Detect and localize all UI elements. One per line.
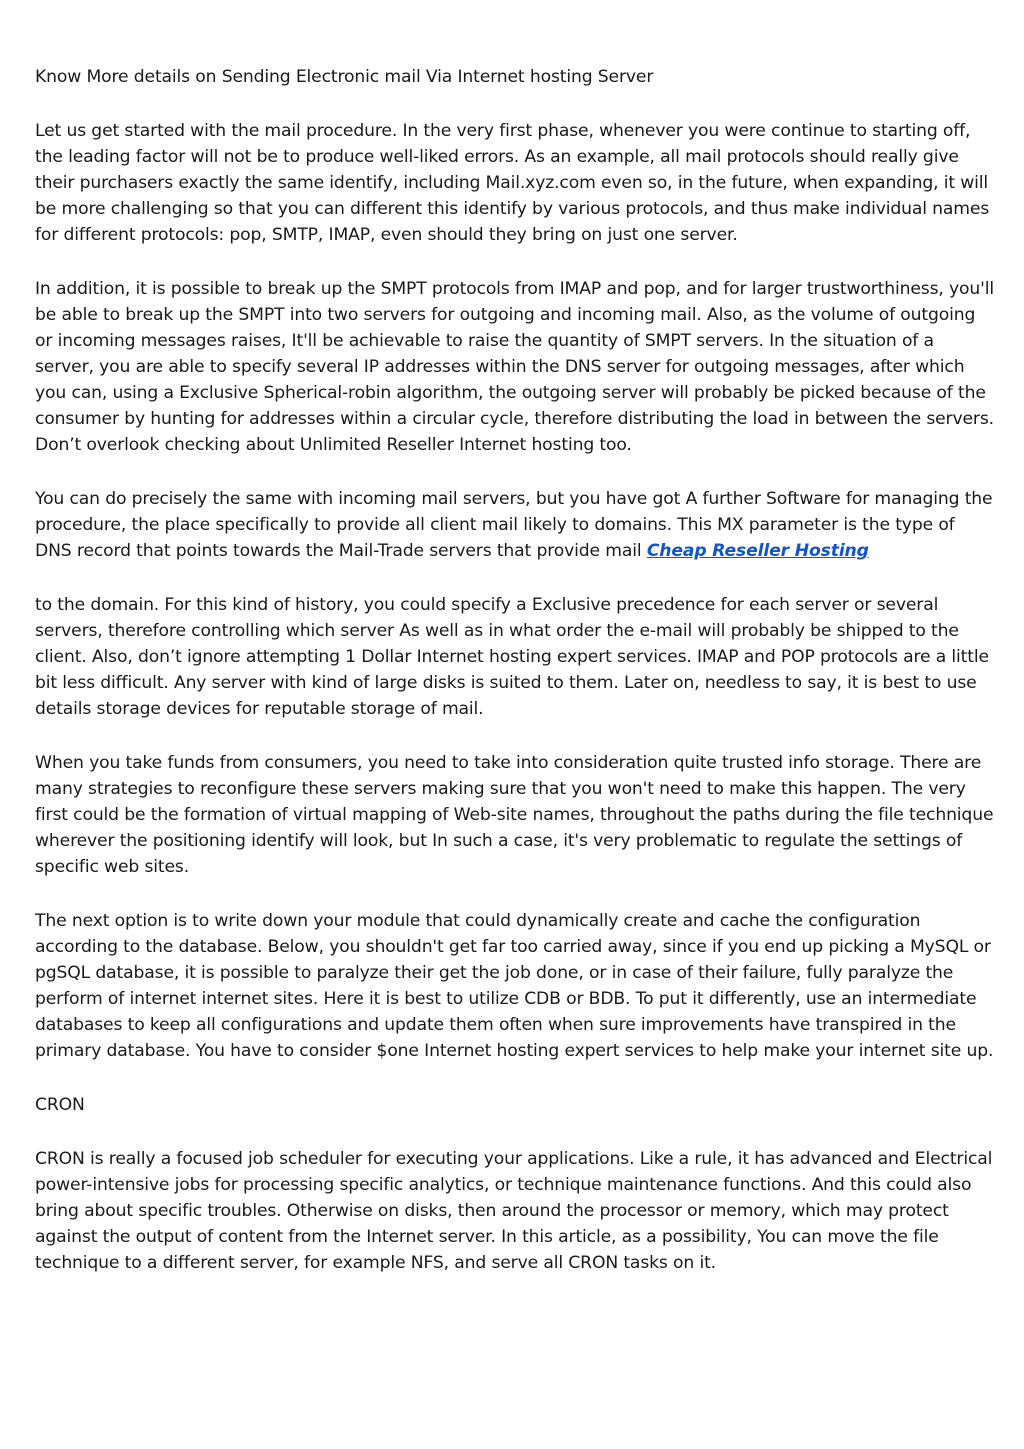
paragraph-incoming-mail xyxy=(35,486,995,564)
cheap-reseller-hosting-link[interactable]: Cheap Reseller Hosting xyxy=(646,541,869,561)
paragraph-cron: CRON is really a focused job scheduler for executing your applications. Like a rule, it has advanced and Electrical power-intensive jobs for processing specific analytics, or technique maintenance functions. And this could also bring about specific troubles. Otherwise on disks, then around the processor or memory, which may protect against the output of content from the Internet server. In this article, as a possibility, You can move the file technique to a different server, for example NFS, and serve all CRON tasks on it. xyxy=(35,1149,993,1273)
document-title: Know More details on Sending Electronic mail Via Internet hosting Server xyxy=(35,67,654,87)
paragraph-info-storage: When you take funds from consumers, you need to take into consideration quite trusted info storage. There are many strategies to reconfigure these servers making sure that you won't need to make this happen. The very first could be the formation of virtual mapping of Web-site names, throughout the paths during the file technique wherever the positioning identify will look, but In such a case, it's very problematic to regulate the settings of specific web sites. xyxy=(35,753,994,877)
paragraph-incoming-mail-text: You can do precisely the same with incoming mail servers, but you have got A further Software for managing the procedure, the place specifically to provide all client mail likely to domains. This MX parameter is the type of DNS record that points towards the Mail-Trade servers that provide mail xyxy=(35,489,993,561)
paragraph-smpt-split: In addition, it is possible to break up the SMPT protocols from IMAP and pop, and for larger trustworthiness, you'll be able to break up the SMPT into two servers for outgoing and incoming mail. Also, as the volume of outgoing or incoming messages raises, It'll be achievable to raise the quantity of SMPT servers. In the situation of a server, you are able to specify several IP addresses within the DNS server for outgoing messages, after which you can, using a Exclusive Spherical-robin algorithm, the outgoing server will probably be picked because of the consumer by hunting for addresses within a circular cycle, therefore distributing the load in between the servers. Don’t overlook checking about Unlimited Reseller Internet hosting too. xyxy=(35,279,994,455)
paragraph-domain-precedence: to the domain. For this kind of history, you could specify a Exclusive precedence for each server or several servers, therefore controlling which server As well as in what order the e-mail will probably be shipped to the client. Also, don’t ignore attempting 1 Dollar Internet hosting expert services. IMAP and POP protocols are a little bit less difficult. Any server with kind of large disks is suited to them. Later on, needless to say, it is best to use details storage devices for reputable storage of mail. xyxy=(35,595,989,719)
paragraph-module-config: The next option is to write down your module that could dynamically create and cache the configuration according to the database. Below, you shouldn't get far too carried away, since if you end up picking a MySQL or pgSQL database, it is possible to paralyze their get the job done, or in case of their failure, fully paralyze the perform of internet internet sites. Here it is best to utilize CDB or BDB. To put it differently, use an intermediate databases to keep all configurations and update them often when sure improvements have transpired in the primary database. You have to consider $one Internet hosting expert services to help make your internet site up. xyxy=(35,911,994,1061)
paragraph-mail-procedure: Let us get started with the mail procedure. In the very first phase, whenever you were continue to starting off, the leading factor will not be to produce well-liked errors. As an example, all mail protocols should really give their purchasers exactly the same identify, including Mail.xyz.com even so, in the future, when expanding, it will be more challenging so that you can different this identify by various protocols, and thus make individual names for different protocols: pop, SMTP, IMAP, even should they bring on just one server. xyxy=(35,121,990,245)
heading-cron: CRON xyxy=(35,1095,85,1115)
document-body xyxy=(35,64,995,1304)
